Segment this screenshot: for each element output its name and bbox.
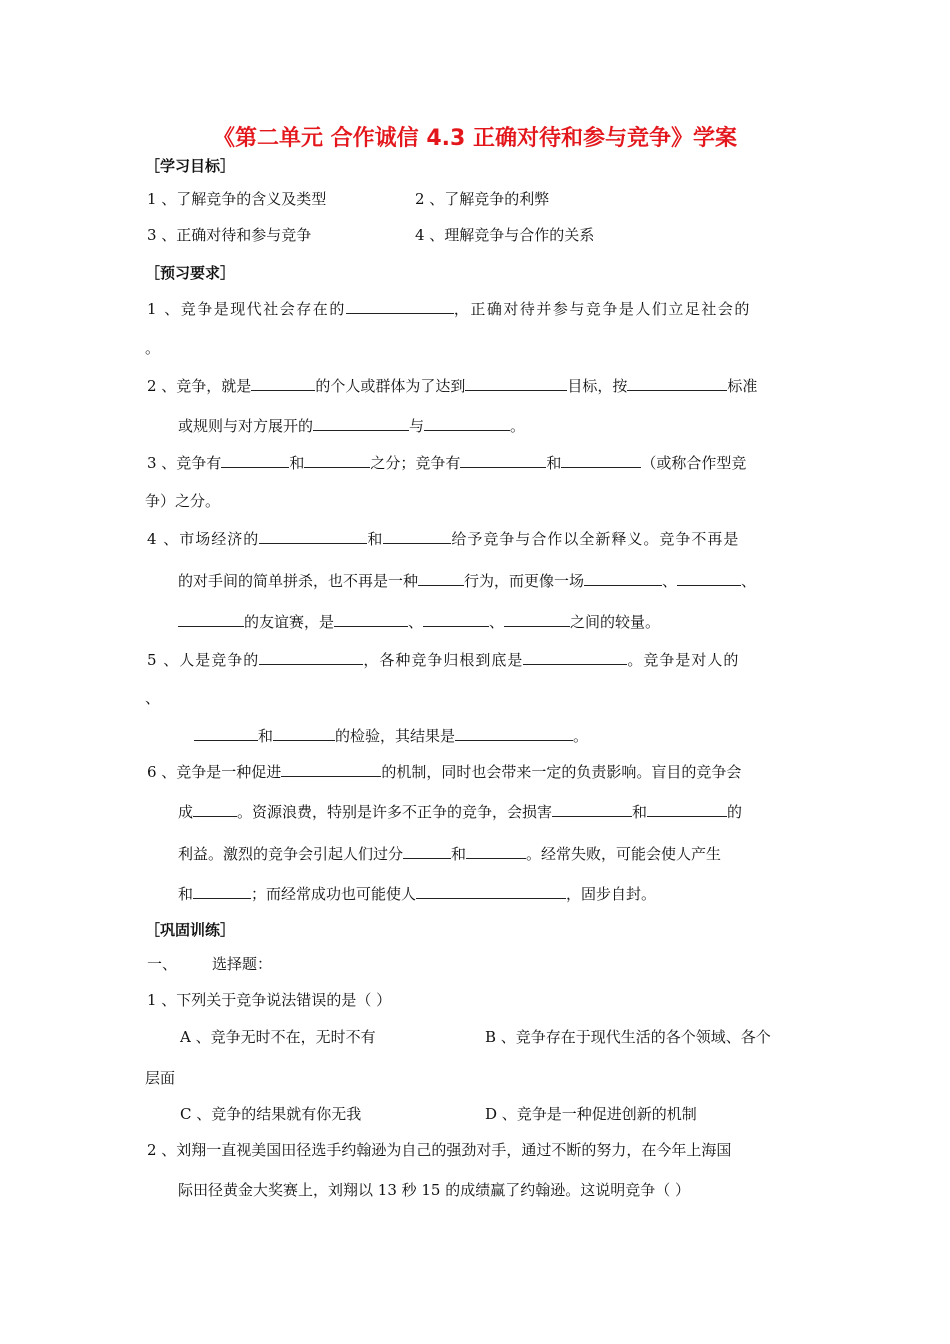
- question-5-text-e: 和: [258, 727, 274, 745]
- section-practice-heading: ［巩固训练］: [145, 921, 236, 939]
- section-preview-heading: ［预习要求］: [145, 264, 236, 282]
- question-4-text-k: 之间的较量。: [570, 613, 661, 631]
- goal-item-3: 3 、正确对待和参与竞争: [147, 226, 312, 244]
- question-3-text-d: 和: [546, 454, 562, 472]
- choice-option-a[interactable]: A 、竞争无时不在，无时不有: [180, 1028, 376, 1046]
- question-5-text-c: 。竞争是对人的: [627, 651, 740, 669]
- question-2-text-g: 。: [510, 417, 526, 435]
- question-3-line-2: 争）之分。: [145, 492, 221, 510]
- fill-blank[interactable]: [259, 527, 367, 544]
- question-6-text-b: 的机制，同时也会带来一定的负责影响。盲目的竞争会: [381, 763, 742, 781]
- fill-blank[interactable]: [334, 610, 408, 627]
- question-4-text-b: 和: [367, 530, 384, 548]
- fill-blank[interactable]: [403, 842, 451, 859]
- fill-blank[interactable]: [194, 724, 258, 741]
- question-1-text-b: ，正确对待并参与竞争是人们立足社会的: [453, 300, 751, 318]
- question-6-text-i: 。经常失败，可能会使人产生: [526, 845, 722, 863]
- question-5-line-2: 、: [145, 689, 161, 707]
- question-4-line-2: [178, 569, 756, 591]
- fill-blank[interactable]: [523, 648, 627, 665]
- choice-heading-number: 一、: [147, 955, 178, 973]
- question-4-text-a: 4 、市场经济的: [147, 530, 260, 548]
- choice-question-2-line-2: 际田径黄金大奖赛上，刘翔以 13 秒 15 的成绩赢了约翰逊。这说明竞争（ ）: [178, 1181, 691, 1199]
- fill-blank[interactable]: [281, 760, 381, 777]
- choice-option-c[interactable]: C 、竞争的结果就有你无我: [180, 1105, 362, 1123]
- question-6-text-a: 6 、竞争是一种促进: [147, 763, 282, 781]
- fill-blank[interactable]: [193, 800, 237, 817]
- question-6-text-g: 利益。激烈的竞争会引起人们过分: [178, 845, 404, 863]
- fill-blank[interactable]: [221, 451, 289, 468]
- fill-blank[interactable]: [561, 451, 641, 468]
- question-6-text-h: 和: [451, 845, 467, 863]
- question-4-text-c: 给予竞争与合作以全新释义。竞争不再是: [451, 530, 740, 548]
- question-6-text-e: 和: [632, 803, 648, 821]
- question-5-text-b: ，各种竞争归根到底是: [363, 651, 524, 669]
- choice-question-2-line-1: 2 、刘翔一直视美国田径选手约翰逊为自己的强劲对手，通过不断的努力，在今年上海国: [147, 1141, 732, 1159]
- fill-blank[interactable]: [193, 882, 251, 899]
- question-6-line-1: [147, 760, 741, 782]
- question-6-text-f: 的: [727, 803, 743, 821]
- question-6-text-j: 和: [178, 885, 194, 903]
- fill-blank[interactable]: [251, 374, 315, 391]
- fill-blank[interactable]: [416, 882, 566, 899]
- question-3-line-1: [147, 451, 746, 473]
- question-4-line-1: [147, 527, 739, 549]
- fill-blank[interactable]: [346, 297, 454, 314]
- question-3-text-e: （或称合作型竞: [641, 454, 747, 472]
- question-1-line-2: 。: [145, 339, 161, 357]
- fill-blank[interactable]: [424, 414, 510, 431]
- fill-blank[interactable]: [304, 451, 370, 468]
- fill-blank[interactable]: [677, 569, 741, 586]
- choice-option-d[interactable]: D 、竞争是一种促进创新的机制: [485, 1105, 697, 1123]
- question-5-text-a: 5 、人是竞争的: [147, 651, 260, 669]
- question-1-text-a: 1 、竞争是现代社会存在的: [147, 300, 346, 318]
- question-3-text-a: 3 、竞争有: [147, 454, 222, 472]
- question-2-text-b: 的个人或群体为了达到: [315, 377, 466, 395]
- fill-blank[interactable]: [504, 610, 570, 627]
- question-4-text-e: 行为，而更像一场: [464, 572, 585, 590]
- question-4-text-j: 、: [489, 613, 505, 631]
- fill-blank[interactable]: [460, 451, 546, 468]
- question-5-text-g: 。: [573, 727, 589, 745]
- question-5-line-3: [194, 724, 588, 746]
- question-6-line-3: [178, 842, 721, 864]
- question-4-line-3: [178, 610, 660, 632]
- question-6-text-l: ，固步自封。: [566, 885, 657, 903]
- question-2-line-2: [178, 414, 525, 436]
- question-4-text-g: 、: [741, 572, 757, 590]
- fill-blank[interactable]: [584, 569, 662, 586]
- fill-blank[interactable]: [647, 800, 727, 817]
- fill-blank[interactable]: [627, 374, 727, 391]
- question-6-line-2: [178, 800, 742, 822]
- choice-option-b[interactable]: B 、竞争存在于现代生活的各个领域、各个: [485, 1028, 771, 1046]
- fill-blank[interactable]: [178, 610, 244, 627]
- fill-blank[interactable]: [455, 724, 573, 741]
- question-4-text-d: 的对手间的简单拼杀，也不再是一种: [178, 572, 419, 590]
- question-6-text-d: 。资源浪费，特别是许多不正争的竞争，会损害: [237, 803, 553, 821]
- question-2-line-1: [147, 374, 757, 396]
- fill-blank[interactable]: [423, 610, 489, 627]
- question-4-text-i: 、: [408, 613, 424, 631]
- fill-blank[interactable]: [259, 648, 363, 665]
- question-2-text-f: 与: [409, 417, 425, 435]
- question-2-text-d: 标准: [727, 377, 758, 395]
- question-2-text-a: 2 、竞争，就是: [147, 377, 252, 395]
- page-title: 《第二单元 合作诚信 4.3 正确对待和参与竞争》学案: [213, 126, 737, 151]
- fill-blank[interactable]: [418, 569, 464, 586]
- choice-question-1: 1 、下列关于竞争说法错误的是（ ）: [147, 991, 392, 1009]
- section-goals-heading: ［学习目标］: [145, 157, 236, 175]
- choice-option-b-continued: 层面: [145, 1069, 176, 1087]
- question-5-line-1: [147, 648, 739, 670]
- fill-blank[interactable]: [273, 724, 335, 741]
- question-3-text-c: 之分；竞争有: [370, 454, 461, 472]
- question-3-text-b: 和: [289, 454, 305, 472]
- question-5-text-f: 的检验，其结果是: [335, 727, 456, 745]
- fill-blank[interactable]: [466, 842, 526, 859]
- goal-item-2: 2 、了解竞争的利弊: [415, 190, 550, 208]
- fill-blank[interactable]: [383, 527, 451, 544]
- question-4-text-h: 的友谊赛，是: [244, 613, 335, 631]
- question-6-text-c: 成: [178, 803, 194, 821]
- fill-blank[interactable]: [313, 414, 409, 431]
- question-2-text-c: 目标，按: [567, 377, 628, 395]
- choice-heading: 选择题：: [212, 955, 273, 973]
- question-1-line-1: [147, 297, 751, 319]
- fill-blank[interactable]: [552, 800, 632, 817]
- question-6-line-4: [178, 882, 656, 904]
- question-2-text-e: 或规则与对方展开的: [178, 417, 314, 435]
- goal-item-4: 4 、理解竞争与合作的关系: [415, 226, 595, 244]
- question-6-text-k: ；而经常成功也可能使人: [251, 885, 417, 903]
- question-4-text-f: 、: [662, 572, 678, 590]
- fill-blank[interactable]: [465, 374, 567, 391]
- goal-item-1: 1 、了解竞争的含义及类型: [147, 190, 327, 208]
